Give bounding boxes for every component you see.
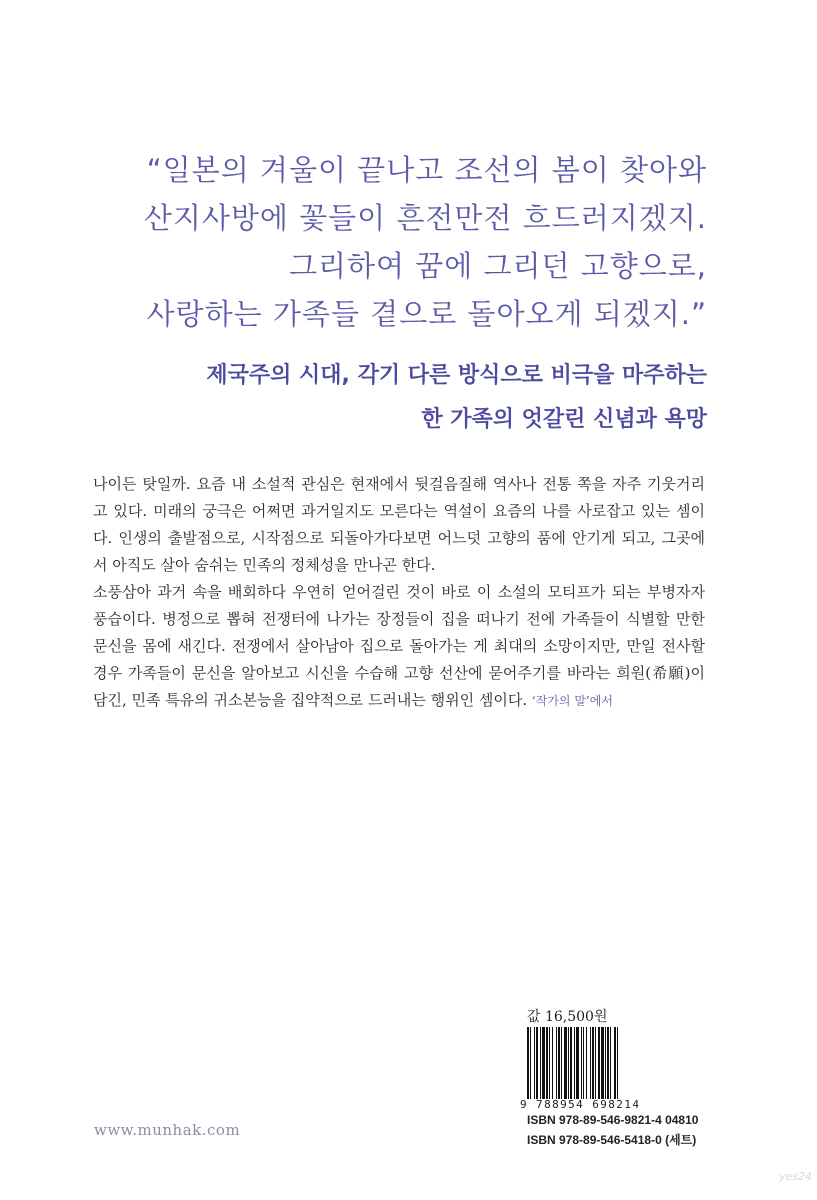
isbn-barcode xyxy=(527,1027,717,1099)
cover-quote xyxy=(144,146,707,338)
watermark-logo: yes24 xyxy=(779,1170,813,1183)
barcode-bar xyxy=(618,1027,620,1099)
barcode-digits: 9 788954 698214 xyxy=(520,1098,641,1111)
book-tagline xyxy=(206,354,707,442)
quote-line: 산지사방에 꽃들이 흔전만전 흐드러지겠지. xyxy=(143,201,707,235)
isbn-set-line: ISBN 978-89-546-5418-0 (세트) xyxy=(527,1133,697,1147)
author-excerpt xyxy=(93,471,705,715)
quote-line: 그리하여 꿈에 그리던 고향으로, xyxy=(288,249,707,283)
isbn-line: ISBN 978-89-546-9821-4 04810 xyxy=(527,1113,699,1127)
tagline-line: 한 가족의 엇갈린 신념과 욕망 xyxy=(421,407,707,432)
quote-line: 사랑하는 가족들 곁으로 돌아오게 되겠지.” xyxy=(146,297,707,331)
quote-line: “일본의 겨울이 끝나고 조선의 봄이 찾아와 xyxy=(146,153,707,187)
excerpt-paragraph-text: 소풍삼아 과거 속을 배회하다 우연히 얻어걸린 것이 바로 이 소설의 모티프가 되는 부병자자 풍습이다. 병정으로 뽑혀 전쟁터에 나가는 장정들이 집을 떠나기 전에 가족들이 식별할 만한 문신을 몸에 새긴다. 전쟁에서 살아남아 집으로 돌아가는 게 최대의 소망이지만, 만일 전사할 경우 가족들이 문신을 알아보고 시신을 수습해 고향 선산에 묻어주기를 바라는 희원(希願)이 담긴, 민족 특유의 귀소본능을 집약적으로 드러내는 행위인 셈이다. xyxy=(93,583,705,709)
price-label: 값 16,500원 xyxy=(527,1009,608,1025)
publisher-website: www.munhak.com xyxy=(94,1121,241,1139)
excerpt-paragraph: 나이든 탓일까. 요즘 내 소설적 관심은 현재에서 뒷걸음질해 역사나 전통 쪽을 자주 기웃거리고 있다. 미래의 궁극은 어쩌면 과거일지도 모른다는 역설이 요즘의 나를 사로잡고 있는 셈이다. 인생의 출발점으로, 시작점으로 되돌아가다보면 어느덧 고향의 품에 안기게 되고, 그곳에서 아직도 살아 숨쉬는 민족의 정체성을 만나곤 한다. xyxy=(93,475,705,574)
tagline-line: 제국주의 시대, 각기 다른 방식으로 비극을 마주하는 xyxy=(206,363,707,388)
excerpt-paragraph xyxy=(93,579,705,715)
excerpt-source: ‘작가의 말’에서 xyxy=(531,694,613,708)
